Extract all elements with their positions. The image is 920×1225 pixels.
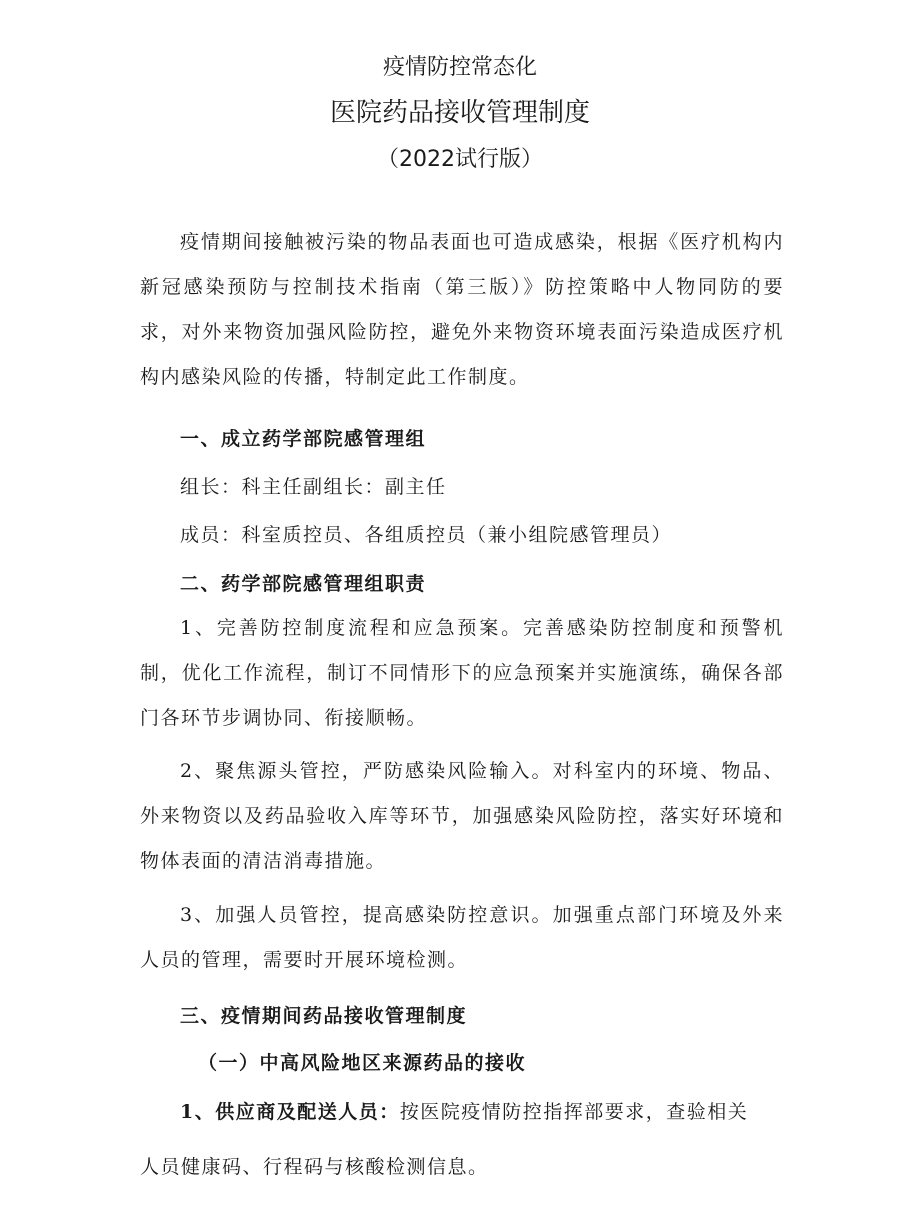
section2-item-2: 2、聚焦源头管控，严防感染风险输入。对科室内的环境、物品、外来物资以及药品验收入库等环节，加强感染风险防控，落实好环境和物体表面的清洁消毒措施。 xyxy=(140,760,784,872)
title-line-1: 疫情防控常态化 xyxy=(382,55,537,80)
section3-heading: 三、疫情期间药品接收管理制度 xyxy=(180,1005,468,1027)
intro-paragraph-block xyxy=(140,220,784,400)
section1-members: 成员：科室质控员、各组质控员（兼小组院感管理员） xyxy=(180,524,673,546)
section3-item-1-label: 1、供应商及配送人员： xyxy=(180,1101,400,1123)
section1-heading: 一、成立药学部院感管理组 xyxy=(180,428,427,450)
section1-leader: 组长：科主任副组长：副主任 xyxy=(180,476,447,498)
section3-item-1 xyxy=(180,1097,748,1124)
section3-item-1-text: 按医院疫情防控指挥部要求，查验相关 xyxy=(399,1101,749,1123)
title-line-2: 医院药品接收管理制度 xyxy=(329,98,590,128)
section2-item-1-block xyxy=(140,606,784,741)
section2-item-1: 1、完善防控制度流程和应急预案。完善感染防控制度和预警机制，优化工作流程，制订不同情形下的应急预案并实施演练，确保各部门各环节步调协同、衔接顺畅。 xyxy=(140,617,784,729)
section2-item-2-block xyxy=(140,749,784,884)
section3-item-1-continued: 人员健康码、行程码与核酸检测信息。 xyxy=(140,1156,489,1178)
title-line-3: （2022试行版） xyxy=(377,147,543,172)
intro-paragraph: 疫情期间接触被污染的物品表面也可造成感染，根据《医疗机构内新冠感染预防与控制技术指南（第三版）》防控策略中人物同防的要求，对外来物资加强风险防控，避免外来物资环境表面污染造成医疗机构内感染风险的传播，特制定此工作制度。 xyxy=(140,231,784,388)
document-title-block xyxy=(0,50,920,180)
section2-heading: 二、药学部院感管理组职责 xyxy=(180,573,427,595)
section2-item-3-block xyxy=(140,893,784,983)
section2-item-3: 3、加强人员管控，提高感染防控意识。加强重点部门环境及外来人员的管理，需要时开展环境检测。 xyxy=(140,904,784,971)
section3-subheading: （一）中高风险地区来源药品的接收 xyxy=(198,1052,527,1074)
